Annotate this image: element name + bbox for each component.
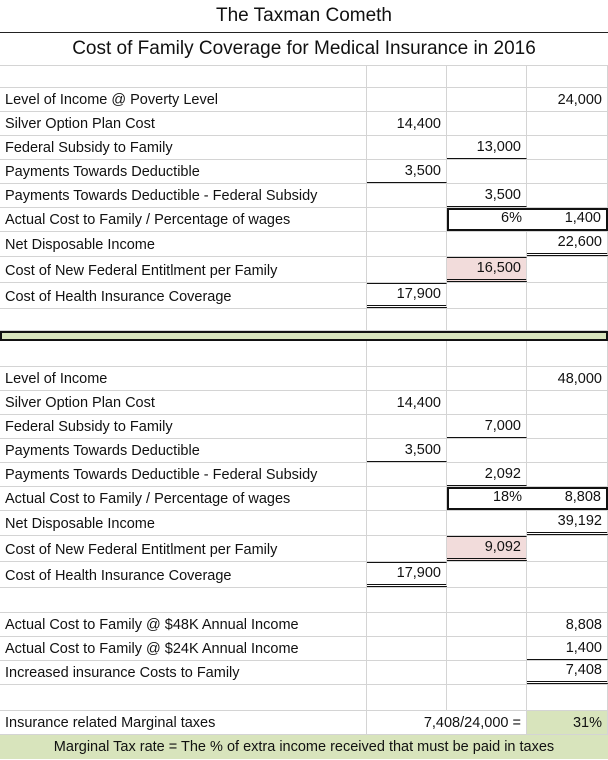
- value-cell-c[interactable]: 9,092: [447, 536, 527, 561]
- value-cell-c[interactable]: [447, 160, 527, 183]
- table-row: [0, 511, 608, 536]
- value-cell-b[interactable]: [367, 232, 447, 256]
- value-cell-d[interactable]: 1,400: [527, 208, 608, 231]
- value-cell-c[interactable]: 13,000: [447, 136, 527, 159]
- empty-cell[interactable]: [367, 309, 447, 330]
- value-cell-b[interactable]: [367, 511, 447, 535]
- value-cell-b[interactable]: [367, 487, 447, 510]
- value-cell-d[interactable]: 39,192: [527, 511, 608, 535]
- marginal-rate-cell[interactable]: 31%: [527, 711, 608, 734]
- empty-cell[interactable]: [527, 309, 608, 330]
- row-label[interactable]: Silver Option Plan Cost: [0, 391, 367, 414]
- value-cell-c[interactable]: [447, 562, 527, 587]
- value-cell-b[interactable]: [367, 463, 447, 486]
- value-cell-b[interactable]: 3,500: [367, 439, 447, 462]
- value-cell-d[interactable]: 7,408: [527, 661, 608, 684]
- table-row: [0, 184, 608, 208]
- row-label[interactable]: Net Disposable Income: [0, 511, 367, 535]
- empty-cell[interactable]: [0, 66, 367, 87]
- blank-row: [0, 66, 608, 88]
- value-cell-b[interactable]: 3,500: [367, 160, 447, 183]
- value-cell-b[interactable]: [367, 415, 447, 438]
- value-cell-b[interactable]: 14,400: [367, 112, 447, 135]
- value-cell-c[interactable]: 3,500: [447, 184, 527, 207]
- value-cell-c[interactable]: [447, 511, 527, 535]
- value-cell-b[interactable]: [367, 536, 447, 561]
- value-cell-b[interactable]: [367, 88, 447, 111]
- value-cell-d[interactable]: [527, 391, 608, 414]
- value-cell-b[interactable]: 17,900: [367, 562, 447, 587]
- value-cell-d[interactable]: [527, 439, 608, 462]
- empty-cell[interactable]: [367, 661, 447, 684]
- row-label[interactable]: Payments Towards Deductible - Federal Subsidy: [0, 463, 367, 486]
- row-label[interactable]: Actual Cost to Family / Percentage of wages: [0, 208, 367, 231]
- empty-cell[interactable]: [447, 685, 527, 710]
- value-cell-b[interactable]: 14,400: [367, 391, 447, 414]
- formula-cell[interactable]: 7,408/24,000 =: [367, 711, 527, 734]
- row-label[interactable]: Insurance related Marginal taxes: [0, 711, 367, 734]
- value-cell-d[interactable]: [527, 283, 608, 308]
- empty-cell[interactable]: [447, 637, 527, 660]
- row-label[interactable]: Level of Income: [0, 367, 367, 390]
- row-label[interactable]: Federal Subsidy to Family: [0, 415, 367, 438]
- value-cell-d[interactable]: 22,600: [527, 232, 608, 256]
- row-label[interactable]: Net Disposable Income: [0, 232, 367, 256]
- empty-cell[interactable]: [367, 588, 447, 612]
- value-cell-c[interactable]: [447, 112, 527, 135]
- value-cell-d[interactable]: 1,400: [527, 637, 608, 660]
- summary-row: [0, 637, 608, 661]
- row-label[interactable]: Actual Cost to Family @ $48K Annual Income: [0, 613, 367, 636]
- table-row: [0, 391, 608, 415]
- sheet-subtitle: Cost of Family Coverage for Medical Insurance in 2016: [0, 33, 608, 66]
- value-cell-d[interactable]: [527, 112, 608, 135]
- empty-cell[interactable]: [0, 341, 367, 366]
- table-row: [0, 283, 608, 309]
- empty-cell[interactable]: [367, 613, 447, 636]
- empty-cell[interactable]: [367, 341, 447, 366]
- row-label[interactable]: Payments Towards Deductible - Federal Subsidy: [0, 184, 367, 207]
- marginal-tax-row: [0, 711, 608, 735]
- blank-row: [0, 309, 608, 331]
- row-label[interactable]: Cost of Health Insurance Coverage: [0, 283, 367, 308]
- empty-cell[interactable]: [447, 613, 527, 636]
- value-cell-d[interactable]: [527, 463, 608, 486]
- table-row: [0, 88, 608, 112]
- value-cell-b[interactable]: 17,900: [367, 283, 447, 308]
- empty-cell[interactable]: [447, 588, 527, 612]
- sheet-title: The Taxman Cometh: [0, 0, 608, 33]
- value-cell-c[interactable]: [447, 391, 527, 414]
- table-row: [0, 232, 608, 257]
- table-row: [0, 112, 608, 136]
- blank-row: [0, 341, 608, 367]
- summary-row: [0, 661, 608, 685]
- value-cell-d[interactable]: [527, 184, 608, 207]
- row-label[interactable]: Payments Towards Deductible: [0, 439, 367, 462]
- row-label[interactable]: Federal Subsidy to Family: [0, 136, 367, 159]
- value-cell-c[interactable]: [447, 367, 527, 390]
- value-cell-c[interactable]: 2,092: [447, 463, 527, 486]
- row-label[interactable]: Silver Option Plan Cost: [0, 112, 367, 135]
- empty-cell[interactable]: [447, 309, 527, 330]
- empty-cell[interactable]: [527, 685, 608, 710]
- value-cell-d[interactable]: 24,000: [527, 88, 608, 111]
- row-label[interactable]: Cost of New Federal Entitlment per Family: [0, 536, 367, 561]
- value-cell-d[interactable]: [527, 136, 608, 159]
- value-cell-b[interactable]: [367, 257, 447, 282]
- value-cell-d[interactable]: [527, 257, 608, 282]
- table-row: [0, 257, 608, 283]
- empty-cell[interactable]: [0, 685, 367, 710]
- row-label[interactable]: Level of Income @ Poverty Level: [0, 88, 367, 111]
- value-cell-d[interactable]: 48,000: [527, 367, 608, 390]
- blank-row: [0, 588, 608, 613]
- table-row: [0, 487, 608, 511]
- empty-cell[interactable]: [0, 309, 367, 330]
- table-row: [0, 562, 608, 588]
- footnote: Marginal Tax rate = The % of extra income received that must be paid in taxes: [0, 735, 608, 759]
- empty-cell[interactable]: [447, 661, 527, 684]
- value-cell-b[interactable]: [367, 367, 447, 390]
- value-cell-d[interactable]: [527, 562, 608, 587]
- value-cell-c[interactable]: 7,000: [447, 415, 527, 438]
- row-label[interactable]: Cost of New Federal Entitlment per Family: [0, 257, 367, 282]
- summary-row: [0, 613, 608, 637]
- empty-cell[interactable]: [447, 341, 527, 366]
- blank-row: [0, 685, 608, 711]
- value-cell-b[interactable]: [367, 208, 447, 231]
- empty-cell[interactable]: [0, 588, 367, 612]
- value-cell-c[interactable]: 6%: [447, 208, 527, 231]
- empty-cell[interactable]: [367, 685, 447, 710]
- value-cell-c[interactable]: [447, 283, 527, 308]
- value-cell-b[interactable]: [367, 184, 447, 207]
- empty-cell[interactable]: [367, 637, 447, 660]
- value-cell-d[interactable]: [527, 415, 608, 438]
- value-cell-c[interactable]: [447, 232, 527, 256]
- value-cell-c[interactable]: [447, 439, 527, 462]
- empty-cell[interactable]: [527, 66, 608, 87]
- table-row: [0, 463, 608, 487]
- value-cell-c[interactable]: 18%: [447, 487, 527, 510]
- value-cell-b[interactable]: [367, 136, 447, 159]
- table-row: [0, 415, 608, 439]
- value-cell-d[interactable]: [527, 536, 608, 561]
- table-row: [0, 136, 608, 160]
- value-cell-c[interactable]: 16,500: [447, 257, 527, 282]
- row-label[interactable]: Payments Towards Deductible: [0, 160, 367, 183]
- value-cell-c[interactable]: [447, 88, 527, 111]
- table-row: [0, 367, 608, 391]
- row-label[interactable]: Cost of Health Insurance Coverage: [0, 562, 367, 587]
- row-label[interactable]: Increased insurance Costs to Family: [0, 661, 367, 684]
- empty-cell[interactable]: [527, 341, 608, 366]
- empty-cell[interactable]: [527, 588, 608, 612]
- table-row: [0, 160, 608, 184]
- row-label[interactable]: Actual Cost to Family @ $24K Annual Income: [0, 637, 367, 660]
- empty-cell[interactable]: [447, 66, 527, 87]
- table-row: [0, 439, 608, 463]
- section-divider: [0, 331, 608, 341]
- value-cell-d[interactable]: 8,808: [527, 487, 608, 510]
- empty-cell[interactable]: [367, 66, 447, 87]
- table-row: [0, 536, 608, 562]
- value-cell-d[interactable]: 8,808: [527, 613, 608, 636]
- table-row: [0, 208, 608, 232]
- row-label[interactable]: Actual Cost to Family / Percentage of wages: [0, 487, 367, 510]
- value-cell-d[interactable]: [527, 160, 608, 183]
